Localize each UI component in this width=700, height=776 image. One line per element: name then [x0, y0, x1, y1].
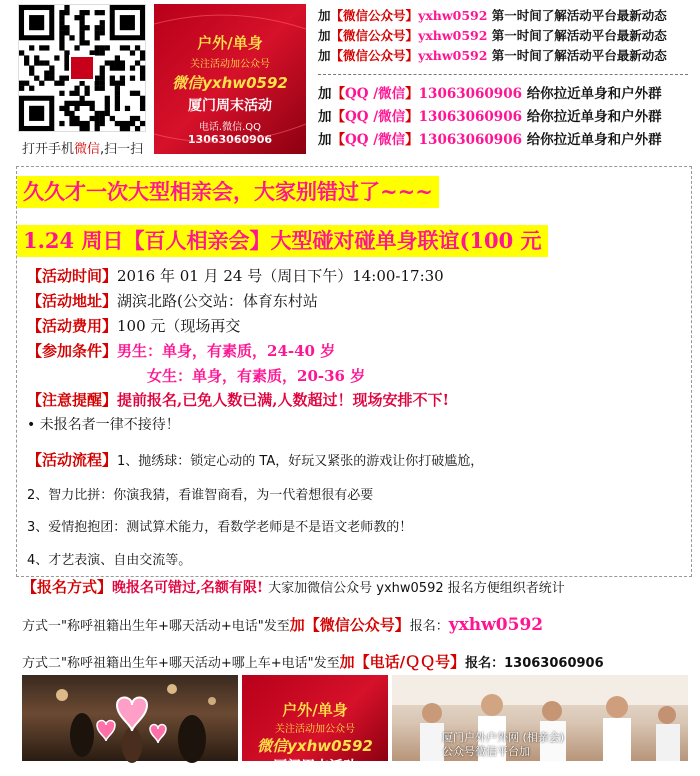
condition-female: 女生：单身，有素质，20-36 岁: [147, 367, 366, 385]
small-banner-line-2: 关注活动加公众号: [275, 724, 355, 735]
headline: 久久才一次大型相亲会，大家别错过了~~~: [17, 176, 439, 208]
method1-channel: 加【微信公众号】: [289, 616, 410, 634]
party-photo: [22, 675, 238, 761]
event-address-row: [27, 290, 318, 312]
page-header: [0, 0, 700, 162]
event-address-value: 湖滨北路(公交站：体育东村站: [117, 292, 318, 310]
flow-step-2: 2、智力比拼：你演我猜，看谁智商看，为一代着想很有必要: [27, 488, 374, 503]
signup-method-1: [22, 614, 543, 635]
condition-male: 男生：单身，有素质，24-40 岁: [117, 342, 336, 360]
signup-rest: 大家加微信公众号 yxhw0592 报名方便组织者统计: [268, 581, 565, 596]
promo-banner: [154, 4, 306, 154]
event-details-box: [16, 166, 692, 577]
group-photo: [392, 675, 688, 761]
event-fee-value: 100 元（现场再交: [117, 317, 241, 335]
event-flow-row: [27, 449, 483, 473]
signup-label: 【报名方式】: [22, 578, 113, 596]
event-time-label: 【活动时间】: [27, 267, 118, 285]
no-signup-notice: • 未报名者一律不接待！: [27, 417, 180, 433]
method1-id: yxhw0592: [448, 615, 544, 635]
qr-code-graphic: [19, 5, 145, 131]
method1-post: 报名：: [409, 619, 449, 634]
event-notice-label: 【注意提醒】: [27, 391, 118, 409]
wechat-line: 加【微信公众号】yxhw0592 第一时间了解活动平台最新动态: [318, 8, 667, 23]
event-conditions-label: 【参加条件】: [27, 342, 118, 360]
signup-highlight: 晚报名可错过,名额有限!: [112, 580, 264, 596]
qr-caption: [22, 138, 143, 157]
wechat-qr-code: [18, 4, 146, 132]
event-fee-row: [27, 315, 240, 337]
qr-caption-post: ,扫一扫: [100, 142, 144, 157]
event-flow-label: 【活动流程】: [27, 451, 118, 469]
event-conditions-female-row: [147, 365, 365, 387]
event-time-value: 2016 年 01 月 24 号（周日下午）14:00-17:30: [117, 267, 444, 285]
wechat-line: 加【微信公众号】yxhw0592 第一时间了解活动平台最新动态: [318, 48, 667, 63]
event-time-row: [27, 265, 444, 287]
banner-line-6: 13063060906: [187, 133, 273, 146]
banner-line-4: 厦门周末活动: [188, 98, 272, 114]
banner-line-2: 关注活动加公众号: [190, 59, 270, 70]
group-photo-caption: [442, 731, 564, 759]
header-divider: [318, 74, 688, 75]
small-banner-line-3: 微信yxhw0592: [257, 737, 373, 755]
qq-line: 加【QQ /微信】13063060906 给你拉近单身和户外群: [318, 109, 662, 125]
event-notice-row: [27, 389, 449, 411]
group-photo-caption-2: 公众号微信平台加: [442, 745, 530, 758]
contact-lines: [318, 6, 700, 152]
qq-line: 加【QQ /微信】13063060906 给你拉近单身和户外群: [318, 132, 662, 148]
method2-text: 方式二"称呼祖籍出生年+哪天活动+哪上车+电话"发至: [22, 656, 340, 671]
event-title: 1.24 周日【百人相亲会】大型碰对碰单身联谊(100 元: [17, 225, 548, 257]
group-photo-caption-1: 厦门户外户外网 (相亲会): [442, 731, 565, 744]
flow-step-4: 4、才艺表演、自由交流等。: [27, 553, 192, 568]
party-photo-graphic: [22, 675, 238, 761]
event-address-label: 【活动地址】: [27, 292, 118, 310]
qq-line: 加【QQ /微信】13063060906 给你拉近单身和户外群: [318, 86, 662, 102]
banner-line-1: 户外/单身: [197, 34, 263, 52]
banner-line-5: 电话.微信.QQ: [198, 122, 262, 133]
small-banner-line-4: 厦门周末活动: [273, 759, 357, 775]
small-banner-line-1: 户外/单身: [282, 701, 348, 719]
flow-step-3: 3、爱情抱抱团：测试算术能力，看数学老师是不是语文老师教的！: [27, 520, 413, 535]
wechat-line: 加【微信公众号】yxhw0592 第一时间了解活动平台最新动态: [318, 28, 667, 43]
event-conditions-row: [27, 340, 335, 362]
event-fee-label: 【活动费用】: [27, 317, 118, 335]
event-notice-value: 提前报名,已免人数已满,人数超过！现场安排不下!: [117, 391, 450, 409]
signup-method-2: [22, 651, 604, 672]
flow-step-1: 1、抛绣球：锁定心动的 TA，好玩又紧张的游戏让你打破尴尬，: [117, 454, 484, 469]
method2-channel: 加【电话/ＱＱ号】: [339, 653, 466, 671]
promo-banner-small: [242, 675, 388, 775]
banner-line-3: 微信yxhw0592: [172, 74, 288, 92]
event-photos: [22, 675, 688, 775]
signup-row: [22, 576, 565, 597]
method2-post: 报名：13063060906: [465, 656, 604, 671]
method1-text: 方式一"称呼祖籍出生年+哪天活动+电话"发至: [22, 619, 290, 634]
qr-caption-wechat: 微信: [74, 142, 101, 157]
qr-caption-pre: 打开手机: [22, 142, 75, 157]
